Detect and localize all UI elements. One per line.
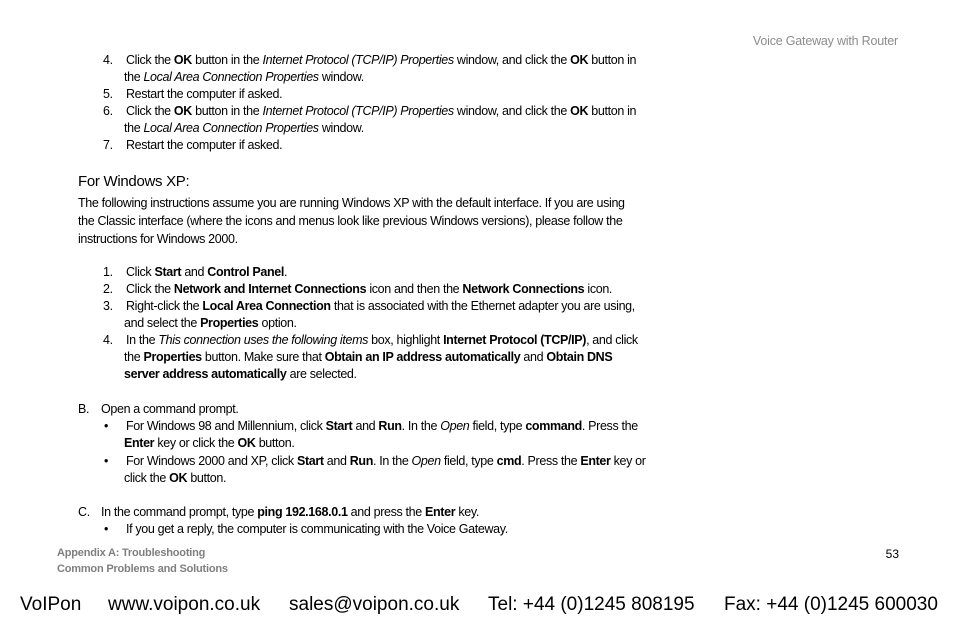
text-run: key or click the bbox=[154, 436, 238, 450]
bold-term: Start bbox=[325, 419, 353, 433]
text-run: window. bbox=[318, 70, 364, 84]
bold-term: server address automatically bbox=[124, 367, 287, 381]
text-run: In the bbox=[126, 333, 159, 347]
step-text bbox=[126, 264, 287, 280]
contact-website[interactable]: www.voipon.co.uk bbox=[108, 594, 261, 615]
text-run: Restart the computer if asked. bbox=[126, 87, 283, 101]
step-number: 7. bbox=[103, 138, 113, 152]
text-run: click the bbox=[124, 471, 170, 485]
text-run: icon. bbox=[584, 282, 613, 296]
bold-term: OK bbox=[173, 53, 192, 67]
text-run: . Press the bbox=[581, 419, 638, 433]
step-text bbox=[126, 86, 282, 102]
text-run: icon and then the bbox=[366, 282, 463, 296]
text-run: For Windows 2000 and XP, click bbox=[126, 454, 297, 468]
text-run: Right-click the bbox=[126, 299, 203, 313]
step-text-continued bbox=[124, 120, 364, 136]
text-run: that is associated with the Ethernet adapter you are using, bbox=[330, 299, 635, 313]
step-text-continued bbox=[124, 69, 364, 85]
text-run: button. bbox=[187, 471, 227, 485]
part-title bbox=[101, 504, 479, 520]
text-run: Click the bbox=[126, 53, 174, 67]
bold-term: Enter bbox=[425, 505, 456, 519]
page-number: 53 bbox=[885, 547, 899, 561]
bullet-text-continued bbox=[124, 470, 226, 486]
text-run: and press the bbox=[347, 505, 426, 519]
bold-term: Enter bbox=[124, 436, 155, 450]
part-title: Open a command prompt. bbox=[101, 402, 239, 416]
intro-text: The following instructions assume you are running Windows XP with the default interface. If you are using bbox=[78, 196, 625, 210]
bold-term: Local Area Connection bbox=[202, 299, 331, 313]
bullet-text bbox=[126, 453, 646, 469]
italic-term: Internet Protocol (TCP/IP) Properties bbox=[262, 53, 454, 67]
text-run: button in bbox=[588, 53, 637, 67]
italic-term: This connection uses the following items bbox=[158, 333, 369, 347]
part-label: C. bbox=[78, 505, 90, 519]
text-run: In the command prompt, type bbox=[101, 505, 258, 519]
text-run: window. bbox=[318, 121, 364, 135]
text-run: Click the bbox=[126, 104, 174, 118]
text-run: option. bbox=[258, 316, 297, 330]
text-run: and bbox=[323, 454, 350, 468]
text-run: key. bbox=[455, 505, 479, 519]
bold-term: Run bbox=[378, 419, 402, 433]
step-number: 2. bbox=[103, 282, 113, 296]
text-run: field, type bbox=[469, 419, 526, 433]
bold-term: Run bbox=[349, 454, 373, 468]
step-number: 5. bbox=[103, 87, 113, 101]
bullet-text-continued bbox=[124, 435, 294, 451]
step-number: 4. bbox=[103, 53, 113, 67]
text-run: box, highlight bbox=[368, 333, 444, 347]
text-run: button in bbox=[588, 104, 637, 118]
italic-term: Internet Protocol (TCP/IP) Properties bbox=[262, 104, 454, 118]
contact-fax: Fax: +44 (0)1245 600030 bbox=[724, 594, 938, 615]
step-text bbox=[126, 281, 612, 297]
text-run: and bbox=[520, 350, 547, 364]
bold-term: Network Connections bbox=[462, 282, 585, 296]
text-run: field, type bbox=[440, 454, 497, 468]
intro-text: the Classic interface (where the icons and menus look like previous Windows versions), please follow the bbox=[78, 214, 623, 228]
bold-term: Obtain DNS bbox=[546, 350, 613, 364]
bold-term: Enter bbox=[580, 454, 611, 468]
bold-term: Start bbox=[296, 454, 324, 468]
bullet-text bbox=[126, 521, 508, 537]
text-run: . In the bbox=[401, 419, 441, 433]
text-run: button. Make sure that bbox=[201, 350, 325, 364]
text-run: the bbox=[124, 350, 144, 364]
text-run: and select the bbox=[124, 316, 201, 330]
part-label: B. bbox=[78, 402, 90, 416]
step-text bbox=[126, 52, 636, 68]
step-text bbox=[126, 103, 636, 119]
italic-term: Local Area Connection Properties bbox=[143, 70, 319, 84]
text-run: and bbox=[352, 419, 379, 433]
text-run: key or bbox=[610, 454, 646, 468]
text-run: the bbox=[124, 121, 144, 135]
italic-term: Open bbox=[440, 419, 470, 433]
intro-text: instructions for Windows 2000. bbox=[78, 232, 238, 246]
text-run: Restart the computer if asked. bbox=[126, 138, 283, 152]
contact-email[interactable]: sales@voipon.co.uk bbox=[289, 594, 460, 615]
text-run: the bbox=[124, 70, 144, 84]
text-run: . bbox=[283, 265, 288, 279]
bold-term: OK bbox=[169, 471, 188, 485]
text-run: window, and click the bbox=[453, 104, 571, 118]
bold-term: ping 192.168.0.1 bbox=[257, 505, 348, 519]
text-run: button in the bbox=[191, 53, 263, 67]
step-number: 4. bbox=[103, 333, 113, 347]
bold-term: Properties bbox=[200, 316, 259, 330]
footer-section: Common Problems and Solutions bbox=[57, 563, 228, 575]
text-run: are selected. bbox=[286, 367, 357, 381]
bold-term: cmd bbox=[496, 454, 522, 468]
bold-term: Internet Protocol (TCP/IP) bbox=[443, 333, 587, 347]
step-text bbox=[126, 298, 635, 314]
bold-term: Obtain an IP address automatically bbox=[324, 350, 521, 364]
text-run: button. bbox=[255, 436, 295, 450]
text-run: window, and click the bbox=[453, 53, 571, 67]
step-number: 3. bbox=[103, 299, 113, 313]
bullet-mark: • bbox=[104, 419, 109, 433]
step-text-continued bbox=[124, 315, 297, 331]
step-number: 1. bbox=[103, 265, 113, 279]
footer-chapter: Appendix A: Troubleshooting bbox=[57, 547, 206, 559]
bold-term: command bbox=[525, 419, 582, 433]
text-run: . Press the bbox=[521, 454, 581, 468]
header-title: Voice Gateway with Router bbox=[752, 34, 898, 48]
bold-term: OK bbox=[237, 436, 256, 450]
bold-term: Start bbox=[154, 265, 182, 279]
step-text bbox=[126, 137, 282, 153]
contact-tel: Tel: +44 (0)1245 808195 bbox=[488, 594, 695, 615]
step-text-continued bbox=[124, 349, 612, 365]
text-run: For Windows 98 and Millennium, click bbox=[126, 419, 326, 433]
bullet-mark: • bbox=[104, 454, 109, 468]
bold-term: Network and Internet Connections bbox=[173, 282, 367, 296]
text-run: , and click bbox=[586, 333, 638, 347]
text-run: . In the bbox=[373, 454, 412, 468]
step-text-continued bbox=[124, 366, 357, 382]
text-run: If you get a reply, the computer is communicating with the Voice Gateway. bbox=[126, 522, 508, 536]
contact-company: VoIPon bbox=[20, 594, 82, 615]
italic-term: Open bbox=[411, 454, 441, 468]
bullet-mark: • bbox=[104, 522, 109, 536]
step-number: 6. bbox=[103, 104, 113, 118]
text-run: and bbox=[181, 265, 208, 279]
bold-term: Properties bbox=[143, 350, 202, 364]
bold-term: OK bbox=[570, 104, 589, 118]
bold-term: OK bbox=[173, 104, 192, 118]
section-heading: For Windows XP: bbox=[78, 173, 190, 190]
italic-term: Local Area Connection Properties bbox=[143, 121, 319, 135]
bullet-text bbox=[126, 418, 638, 434]
text-run: Click bbox=[126, 265, 155, 279]
bold-term: Control Panel bbox=[207, 265, 284, 279]
text-run: button in the bbox=[191, 104, 263, 118]
text-run: Click the bbox=[126, 282, 174, 296]
step-text bbox=[126, 332, 638, 348]
bold-term: OK bbox=[570, 53, 589, 67]
